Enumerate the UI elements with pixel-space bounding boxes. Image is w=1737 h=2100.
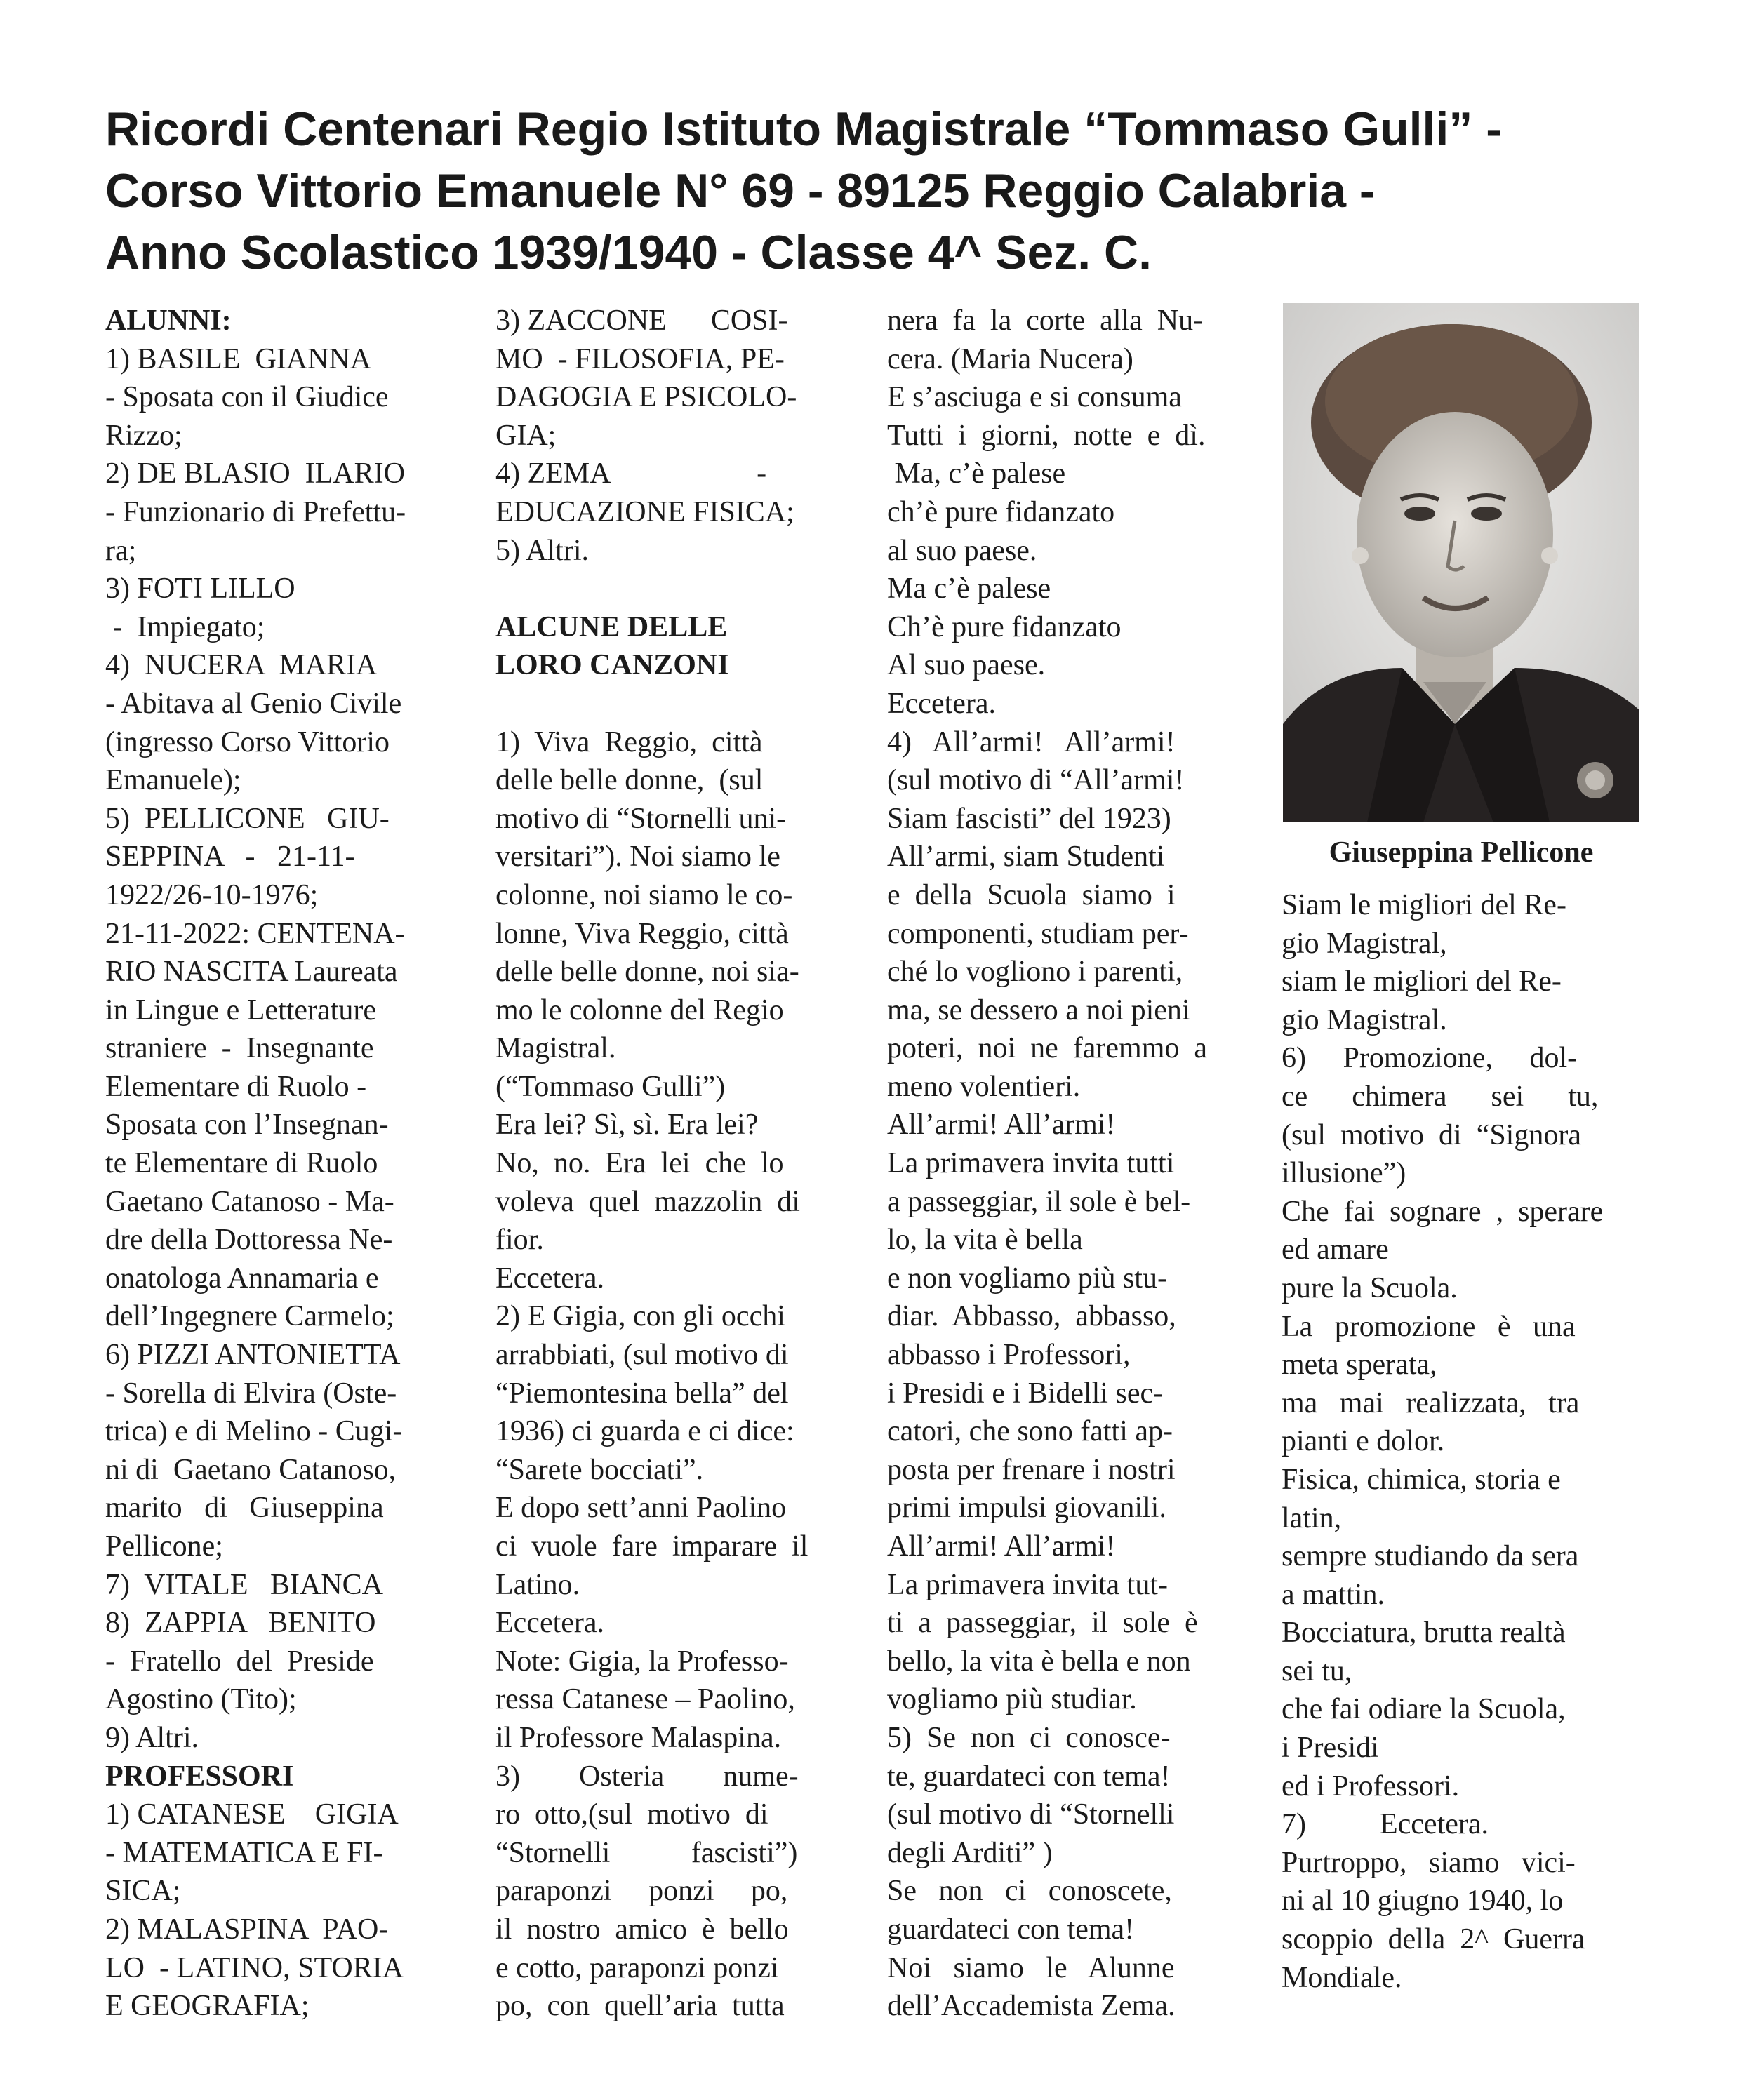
c3-line: E s’asciuga e si consuma (887, 381, 1182, 414)
c1-line: 2) MALASPINA PAO- (105, 1913, 389, 1946)
c3-line: lo, la vita è bella (887, 1224, 1083, 1257)
c1-line: Pellicone; (105, 1530, 223, 1563)
c1-line: 5) PELLICONE GIU- (105, 802, 390, 835)
c3-line: All’armi! All’armi! (887, 1530, 1116, 1563)
c1-line: - Fratello del Preside (105, 1645, 374, 1678)
c3-line: al suo paese. (887, 534, 1037, 567)
c4-line: ce chimera sei tu, (1282, 1080, 1599, 1113)
c2-line: 5) Altri. (495, 534, 589, 567)
c2-line: e cotto, paraponzi ponzi (495, 1951, 779, 1984)
c3-line: La primavera invita tut- (887, 1568, 1169, 1601)
c2-line: Eccetera. (495, 1262, 605, 1295)
c3-line: All’armi, siam Studenti (887, 841, 1165, 874)
c2-line: fior. (495, 1224, 544, 1257)
c1-line: - MATEMATICA E FI- (105, 1836, 383, 1869)
c3-line: catori, che sono fatti ap- (887, 1415, 1173, 1448)
c2-line: E dopo sett’anni Paolino (495, 1492, 787, 1525)
c4-line: siam le migliori del Re- (1282, 965, 1562, 998)
c3-line: Se non ci conoscete, (887, 1875, 1172, 1908)
c4-line: Mondiale. (1282, 1961, 1402, 1994)
c3-line: All’armi! All’armi! (887, 1109, 1116, 1142)
c4-line: ni al 10 giugno 1940, lo (1282, 1885, 1564, 1918)
c4-line: meta sperata, (1282, 1349, 1437, 1382)
title-line-1: Ricordi Centenari Regio Istituto Magistrale “Tommaso Gulli” - (105, 102, 1502, 156)
c4-line: che fai odiare la Scuola, (1282, 1693, 1566, 1726)
c3-line: La primavera invita tutti (887, 1147, 1175, 1180)
c2-line: lonne, Viva Reggio, città (495, 917, 789, 950)
c3-line: cera. (Maria Nucera) (887, 342, 1133, 375)
c4-line: Fisica, chimica, storia e (1282, 1463, 1561, 1496)
c4-line: illusione”) (1282, 1157, 1406, 1190)
c3-line: e non vogliamo più stu- (887, 1262, 1167, 1295)
c3-line: 5) Se non ci conosce- (887, 1721, 1171, 1754)
c3-line: meno volentieri. (887, 1070, 1081, 1103)
c1-line: SICA; (105, 1875, 181, 1908)
c4-line: pure la Scuola. (1282, 1271, 1458, 1304)
c2-line: delle belle donne, (sul (495, 764, 764, 797)
c1-line: te Elementare di Ruolo (105, 1147, 378, 1180)
c2-line: ro otto,(sul motivo di (495, 1798, 768, 1831)
c1-line: - Sposata con il Giudice (105, 381, 389, 414)
c4-line: i Presidi (1282, 1732, 1379, 1765)
column-canzoni-1 (495, 302, 852, 2026)
c1-line: ra; (105, 534, 137, 567)
c3-line: ch’è pure fidanzato (887, 495, 1115, 528)
c1-line: 9) Altri. (105, 1721, 199, 1754)
article-title (105, 98, 1649, 283)
c1-line: trica) e di Melino - Cugi- (105, 1415, 403, 1448)
c2-line (495, 570, 852, 608)
c1-line: in Lingue e Letterature (105, 994, 376, 1026)
c1-line: LO - LATINO, STORIA (105, 1951, 404, 1984)
c4-line: 6) Promozione, dol- (1282, 1042, 1578, 1075)
c3-line: (sul motivo di “Stornelli (887, 1798, 1175, 1831)
c2-line (495, 685, 852, 723)
c1-line: 21-11-2022: CENTENA- (105, 917, 405, 950)
c2-line: “Stornelli fascisti”) (495, 1836, 798, 1869)
c2-line: mo le colonne del Regio (495, 994, 784, 1026)
c1-line: dre della Dottoressa Ne- (105, 1224, 393, 1257)
c1-line: RIO NASCITA Laureata (105, 956, 398, 989)
c2-line: ressa Catanese – Paolino, (495, 1683, 795, 1716)
c2-line: Era lei? Sì, sì. Era lei? (495, 1109, 759, 1142)
photo-caption: Giuseppina Pellicone (1329, 836, 1594, 869)
c3-line: Siam fascisti” del 1923) (887, 802, 1171, 835)
c1-line: Gaetano Catanoso - Ma- (105, 1185, 394, 1218)
c2-line: Eccetera. (495, 1607, 605, 1640)
title-line-3: Anno Scolastico 1939/1940 - Classe 4^ Sez. C. (105, 226, 1152, 279)
c3-line: vogliamo più studiar. (887, 1683, 1137, 1716)
c2-line: MO - FILOSOFIA, PE- (495, 342, 785, 375)
c2-line: po, con quell’aria tutta (495, 1990, 785, 2023)
c2-line: ci vuole fare imparare il (495, 1530, 808, 1563)
c4-line: Bocciatura, brutta realtà (1282, 1617, 1566, 1650)
c2-line: versitari”). Noi siamo le (495, 841, 780, 874)
c2-line: “Sarete bocciati”. (495, 1453, 704, 1486)
c1-line: 1) CATANESE GIGIA (105, 1798, 399, 1831)
c1-line: marito di Giuseppina (105, 1492, 384, 1525)
c1-line: 1) BASILE GIANNA (105, 342, 372, 375)
c1-line: - Abitava al Genio Civile (105, 687, 402, 720)
c2-line: motivo di “Stornelli uni- (495, 802, 787, 835)
c2-line: Latino. (495, 1568, 580, 1601)
title-line-2: Corso Vittorio Emanuele N° 69 - 89125 Reggio Calabria - (105, 164, 1376, 218)
c2-line: 1) Viva Reggio, città (495, 725, 763, 758)
c2-line: arrabbiati, (sul motivo di (495, 1339, 789, 1372)
portrait-image (1283, 303, 1639, 822)
c2-line: Magistral. (495, 1032, 616, 1065)
c3-line: 4) All’armi! All’armi! (887, 725, 1176, 758)
c1-line: Sposata con l’Insegnan- (105, 1109, 389, 1142)
c1-line: Agostino (Tito); (105, 1683, 297, 1716)
c1-line: 4) NUCERA MARIA (105, 649, 378, 682)
c1-line: 7) VITALE BIANCA (105, 1568, 383, 1601)
c3-line: Al suo paese. (887, 649, 1046, 682)
c3-line: Eccetera. (887, 687, 997, 720)
c4-line: latin, (1282, 1502, 1342, 1534)
c1-line: - Funzionario di Prefettu- (105, 495, 406, 528)
c3-line: Noi siamo le Alunne (887, 1951, 1175, 1984)
c4-line: gio Magistral, (1282, 927, 1447, 960)
c2-line: LORO CANZONI (495, 649, 729, 682)
c2-line: 3) ZACCONE COSI- (495, 305, 788, 337)
c3-line: ché lo vogliono i parenti, (887, 956, 1183, 989)
c3-line: Ma, c’è palese (887, 457, 1066, 490)
c1-line: (ingresso Corso Vittorio (105, 725, 390, 758)
c3-line: nera fa la corte alla Nu- (887, 305, 1204, 337)
c3-line: poteri, noi ne faremmo a (887, 1032, 1208, 1065)
c3-line: ma, se dessero a noi pieni (887, 994, 1190, 1026)
c3-line: primi impulsi giovanili. (887, 1492, 1166, 1525)
c4-line: gio Magistral. (1282, 1003, 1447, 1036)
c3-line: guardateci con tema! (887, 1913, 1135, 1946)
c3-line: abbasso i Professori, (887, 1339, 1131, 1372)
c3-line: i Presidi e i Bidelli sec- (887, 1377, 1164, 1410)
c3-line: (sul motivo di “All’armi! (887, 764, 1185, 797)
c4-line: Che fai sognare , sperare (1282, 1195, 1604, 1228)
portrait-photo (1283, 303, 1639, 822)
c2-line: delle belle donne, noi sia- (495, 956, 799, 989)
c3-line: a passeggiar, il sole è bel- (887, 1185, 1191, 1218)
c4-line: (sul motivo di “Signora (1282, 1118, 1581, 1151)
c1-line: straniere - Insegnante (105, 1032, 374, 1065)
c3-line: dell’Accademista Zema. (887, 1990, 1176, 2023)
c1-line: - Sorella di Elvira (Oste- (105, 1377, 397, 1410)
c2-line: paraponzi ponzi po, (495, 1875, 788, 1908)
c1-line: dell’Ingegnere Carmelo; (105, 1300, 394, 1333)
c2-line: Note: Gigia, la Professo- (495, 1645, 789, 1678)
column-alunni-professori (105, 302, 460, 2026)
c1-line: E GEOGRAFIA; (105, 1990, 310, 2023)
c3-line: Ch’è pure fidanzato (887, 610, 1122, 643)
c3-line: posta per frenare i nostri (887, 1453, 1176, 1486)
c1-line: - Impiegato; (105, 610, 265, 643)
c4-line: scoppio della 2^ Guerra (1282, 1923, 1585, 1956)
c2-line: ALCUNE DELLE (495, 610, 728, 643)
c4-line: a mattin. (1282, 1578, 1385, 1611)
c2-line: 2) E Gigia, con gli occhi (495, 1300, 785, 1333)
c2-line: il Professore Malaspina. (495, 1721, 782, 1754)
c3-line: bello, la vita è bella e non (887, 1645, 1191, 1678)
c1-line: 1922/26-10-1976; (105, 878, 319, 911)
c2-line: (“Tommaso Gulli”) (495, 1070, 726, 1103)
c4-line: ma mai realizzata, tra (1282, 1386, 1580, 1419)
c1-line: PROFESSORI (105, 1760, 294, 1793)
c1-line: 8) ZAPPIA BENITO (105, 1607, 376, 1640)
c1-line: ALUNNI: (105, 305, 232, 337)
c4-line: Siam le migliori del Re- (1282, 889, 1566, 921)
c1-line: 3) FOTI LILLO (105, 573, 295, 606)
c3-line: degli Arditi” ) (887, 1836, 1053, 1869)
c1-line: Rizzo; (105, 419, 182, 452)
c3-line: Ma c’è palese (887, 573, 1051, 606)
c1-line: Elementare di Ruolo - (105, 1070, 367, 1103)
c4-line: ed i Professori. (1282, 1770, 1460, 1803)
c2-line: il nostro amico è bello (495, 1913, 789, 1946)
c2-line: colonne, noi siamo le co- (495, 878, 793, 911)
c2-line: voleva quel mazzolin di (495, 1185, 800, 1218)
c3-line: e della Scuola siamo i (887, 878, 1176, 911)
c2-line: 3) Osteria nume- (495, 1760, 799, 1793)
c4-line: Purtroppo, siamo vici- (1282, 1846, 1576, 1879)
c1-line: 2) DE BLASIO ILARIO (105, 457, 405, 490)
c1-line: 6) PIZZI ANTONIETTA (105, 1339, 401, 1372)
c2-line: DAGOGIA E PSICOLO- (495, 381, 797, 414)
c3-line: Tutti i giorni, notte e dì. (887, 419, 1206, 452)
c2-line: 4) ZEMA - (495, 457, 767, 490)
c4-line: pianti e dolor. (1282, 1425, 1445, 1458)
c4-line: 7) Eccetera. (1282, 1808, 1489, 1841)
c3-line: diar. Abbasso, abbasso, (887, 1300, 1176, 1333)
c3-line: componenti, studiam per- (887, 917, 1189, 950)
c2-line: GIA; (495, 419, 557, 452)
c1-line: Emanuele); (105, 764, 241, 797)
c1-line: onatologa Annamaria e (105, 1262, 379, 1295)
c4-line: sempre studiando da sera (1282, 1540, 1579, 1573)
column-canzoni-2 (887, 302, 1245, 2026)
column-canzoni-3 (1282, 886, 1639, 1997)
c2-line: “Piemontesina bella” del (495, 1377, 789, 1410)
c2-line: 1936) ci guarda e ci dice: (495, 1415, 794, 1448)
c3-line: te, guardateci con tema! (887, 1760, 1171, 1793)
c2-line: No, no. Era lei che lo (495, 1147, 784, 1180)
c4-line: La promozione è una (1282, 1310, 1576, 1343)
c1-line: SEPPINA - 21-11- (105, 841, 355, 874)
c3-line: ti a passeggiar, il sole è (887, 1607, 1198, 1640)
c4-line: sei tu, (1282, 1654, 1352, 1687)
c1-line: ni di Gaetano Catanoso, (105, 1453, 397, 1486)
c4-line: ed amare (1282, 1233, 1389, 1266)
c2-line: EDUCAZIONE FISICA; (495, 495, 794, 528)
